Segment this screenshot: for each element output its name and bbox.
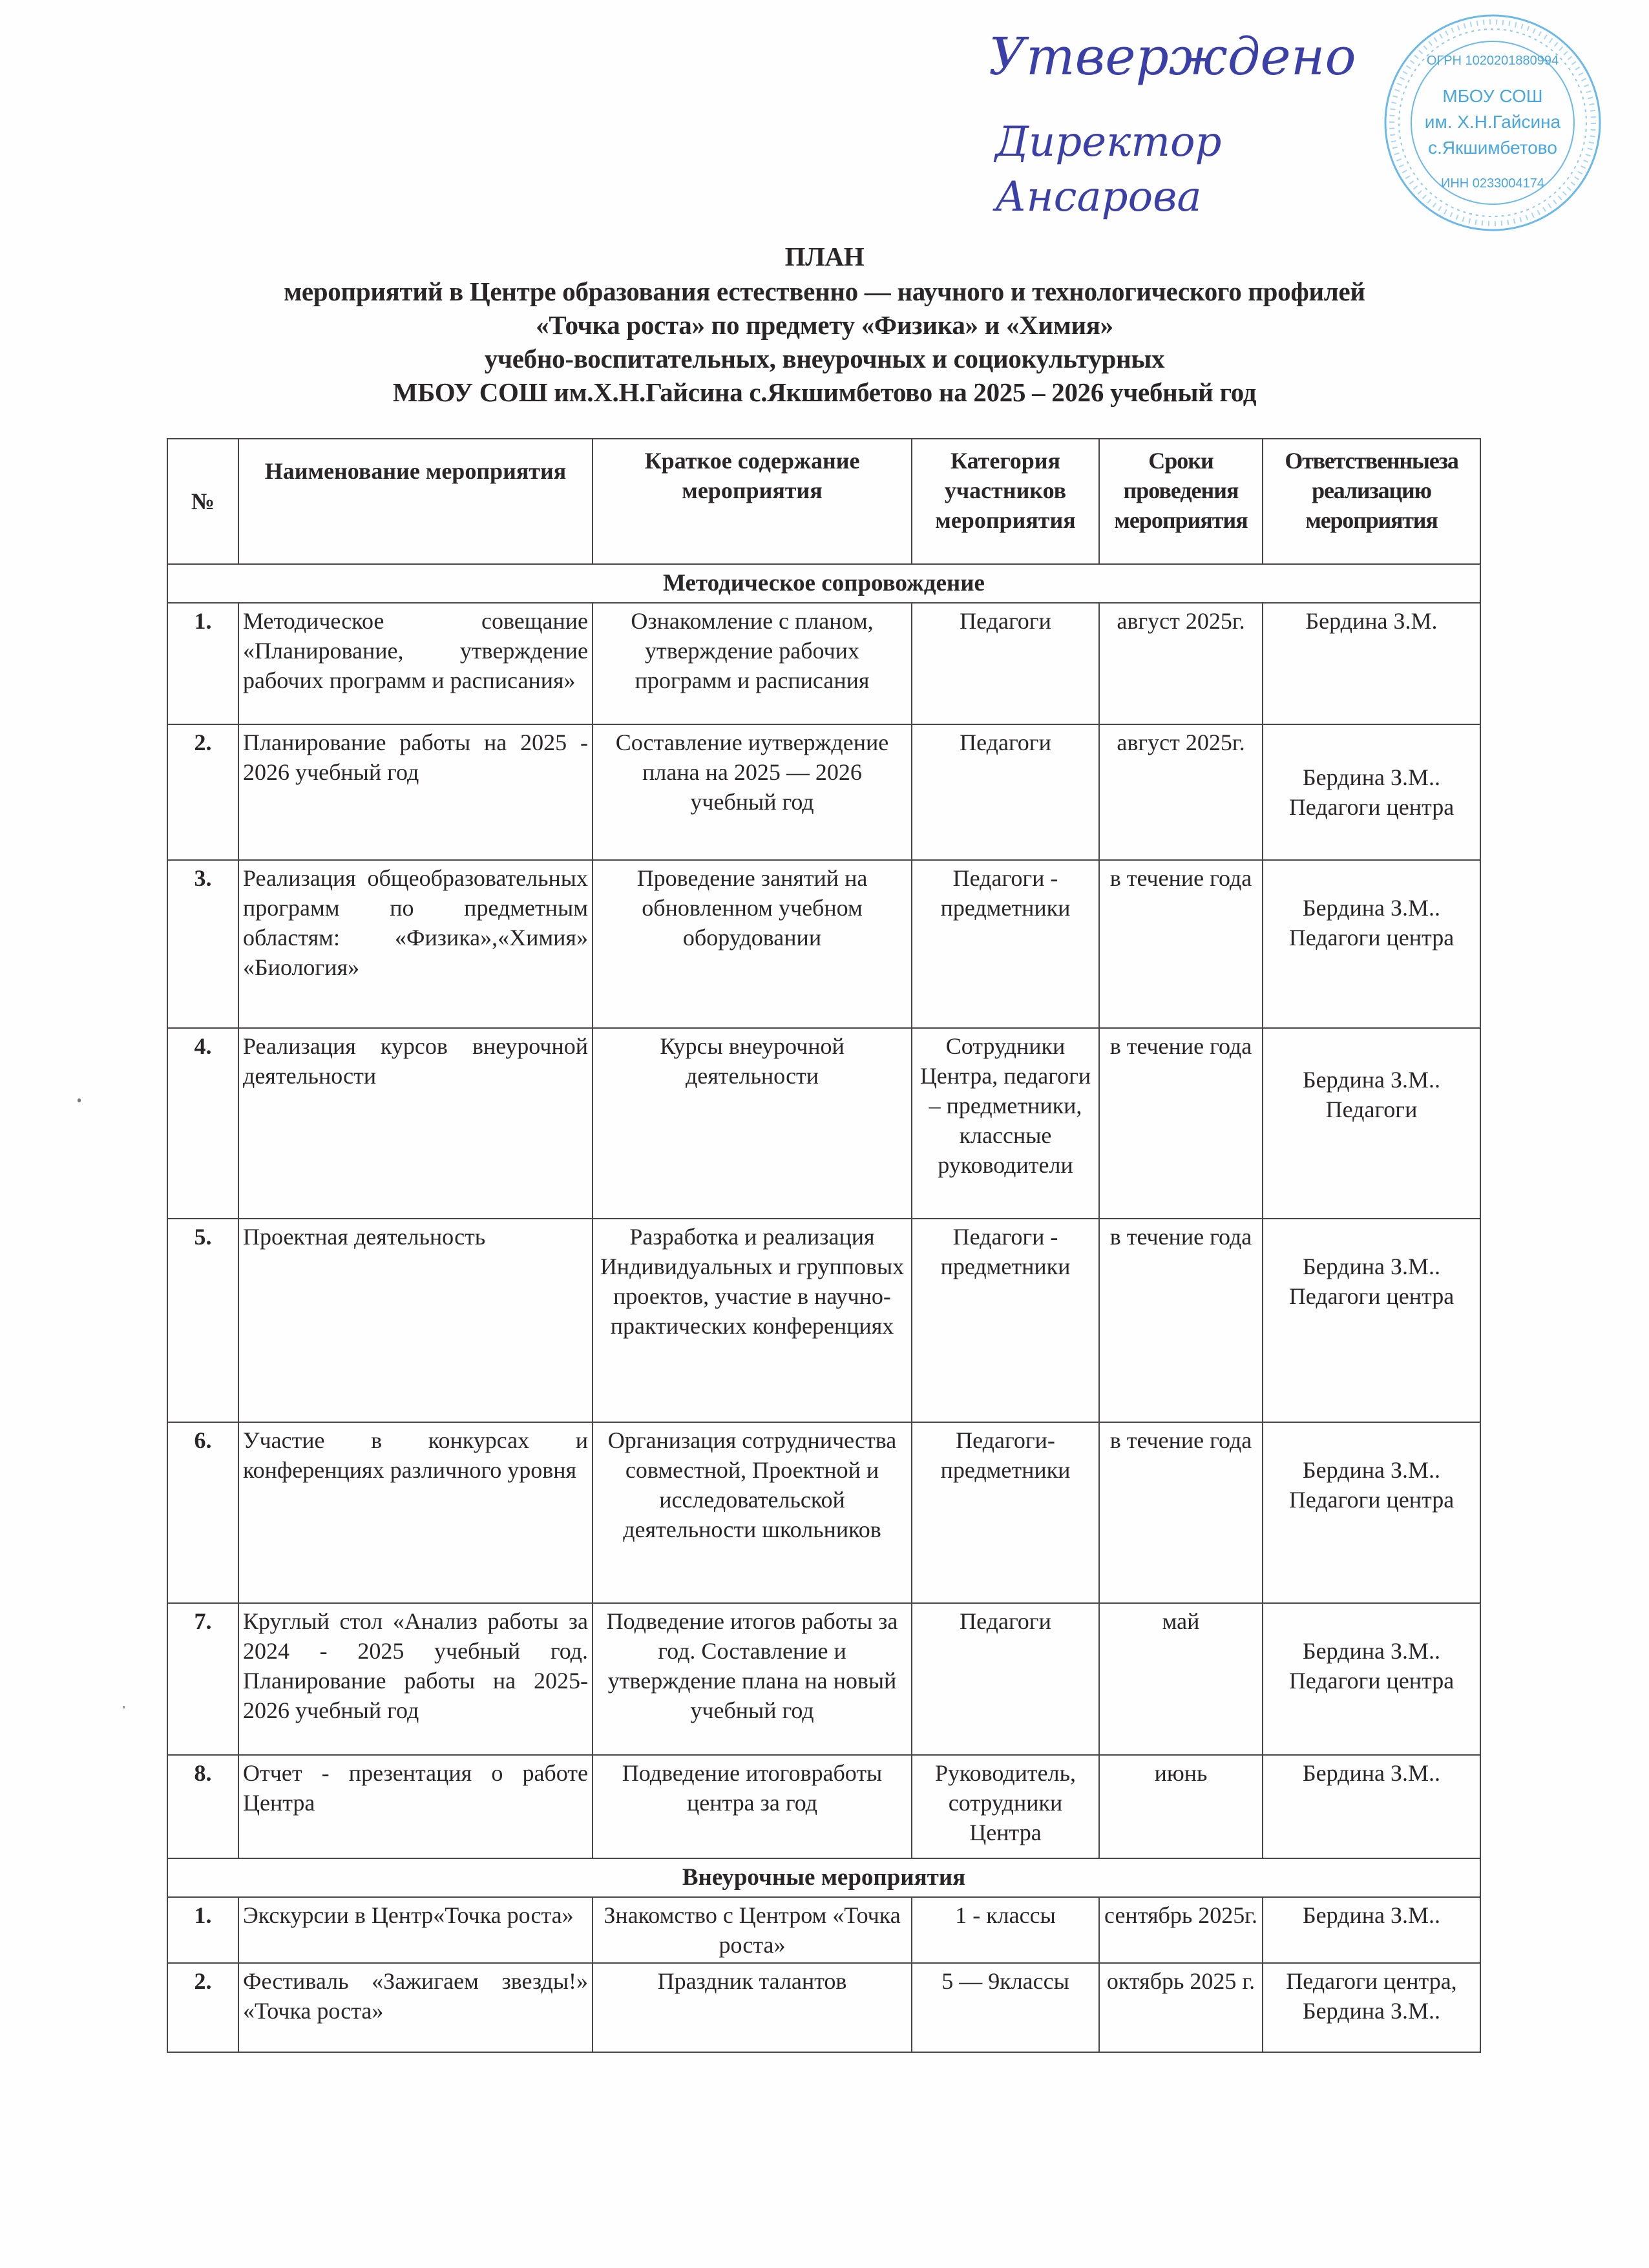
row-participants: 1 - классы — [912, 1897, 1099, 1963]
stamp-ogrn: ОГРН 1020201880994 — [1426, 54, 1559, 68]
table-row — [167, 860, 1480, 1028]
row-name: Планирование работы на 2025 - 2026 учебный год — [238, 724, 593, 860]
section-row — [167, 564, 1480, 603]
row-num: 1. — [167, 1897, 238, 1963]
header-responsible: Ответственныеза реализацию мероприятия — [1263, 439, 1480, 564]
row-num: 2. — [167, 1963, 238, 2052]
title-line2: мероприятий в Центре образования естественно — научного и технологического профилей — [284, 277, 1365, 306]
approval-signature-title: Директор — [995, 118, 1222, 166]
row-participants: Педагоги — [912, 603, 1099, 724]
row-responsible: Бердина З.М.. Педагоги — [1263, 1028, 1480, 1219]
approval-signature-line1: Утверждено — [989, 26, 1356, 87]
row-name: Проектная деятельность — [238, 1219, 593, 1422]
plan-table — [167, 438, 1481, 2053]
table-row — [167, 1897, 1480, 1963]
row-content: Составление иутверждение плана на 2025 — 2026 учебный год — [593, 724, 912, 860]
header-name: Наименование мероприятия — [238, 439, 593, 564]
row-dates: в течение года — [1099, 1028, 1263, 1219]
row-num: 8. — [167, 1755, 238, 1858]
title-line3: «Точка роста» по предмету «Физика» и «Химия» — [536, 310, 1113, 340]
row-name: Реализация общеобразовательных программ по предметным областям: «Физика»,«Химия» «Биология» — [238, 860, 593, 1028]
section-title: Внеурочные мероприятия — [167, 1858, 1480, 1897]
table-row — [167, 1755, 1480, 1858]
row-dates: июнь — [1099, 1755, 1263, 1858]
row-dates: май — [1099, 1603, 1263, 1755]
stamp-inn: ИНН 0233004174 — [1440, 176, 1545, 191]
row-name: Методическое совещание «Планирование, утверждение рабочих программ и расписания» — [238, 603, 593, 724]
table-row — [167, 724, 1480, 860]
approval-block — [969, 6, 1641, 233]
row-content: Праздник талантов — [593, 1963, 912, 2052]
row-num: 2. — [167, 724, 238, 860]
row-responsible: Бердина З.М.. Педагоги центра — [1263, 1603, 1480, 1755]
approval-signature-name: Ансарова — [995, 173, 1202, 221]
row-participants: Педагоги - предметники — [912, 1219, 1099, 1422]
row-content: Организация сотрудничества совместной, Проектной и исследовательской деятельности школьников — [593, 1422, 912, 1603]
row-content: Ознакомление с планом, утверждение рабочих программ и расписания — [593, 603, 912, 724]
table-row — [167, 1219, 1480, 1422]
row-num: 1. — [167, 603, 238, 724]
row-responsible: Бердина З.М. — [1263, 603, 1480, 724]
row-name: Реализация курсов внеурочной деятельности — [238, 1028, 593, 1219]
stamp-org-name: им. Х.Н.Гайсина — [1424, 112, 1561, 132]
row-participants: Педагоги — [912, 724, 1099, 860]
row-content: Разработка и реализация Индивидуальных и групповых проектов, участие в научно-практических конференциях — [593, 1219, 912, 1422]
row-participants: Педагоги — [912, 1603, 1099, 1755]
row-participants: Педагоги - предметники — [912, 860, 1099, 1028]
title-plan: ПЛАН — [784, 242, 865, 271]
row-participants: 5 — 9классы — [912, 1963, 1099, 2052]
row-dates: октябрь 2025 г. — [1099, 1963, 1263, 2052]
row-responsible: Бердина З.М.. — [1263, 1897, 1480, 1963]
row-content: Курсы внеурочной деятельности — [593, 1028, 912, 1219]
row-content: Проведение занятий на обновленном учебном оборудовании — [593, 860, 912, 1028]
row-responsible: Бердина З.М.. — [1263, 1755, 1480, 1858]
title-line5: МБОУ СОШ им.Х.Н.Гайсина с.Якшимбетово на 2025 – 2026 учебный год — [392, 377, 1257, 407]
row-content: Знакомство с Центром «Точка роста» — [593, 1897, 912, 1963]
table-header-row — [167, 439, 1480, 564]
row-responsible: Бердина З.М.. Педагоги центра — [1263, 1422, 1480, 1603]
table-row — [167, 1028, 1480, 1219]
row-dates: сентябрь 2025г. — [1099, 1897, 1263, 1963]
row-dates: в течение года — [1099, 1422, 1263, 1603]
table-row — [167, 1603, 1480, 1755]
row-num: 3. — [167, 860, 238, 1028]
row-participants: Сотрудники Центра, педагоги – предметники, классные руководители — [912, 1028, 1099, 1219]
row-responsible: Бердина З.М.. Педагоги центра — [1263, 724, 1480, 860]
row-name: Участие в конкурсах и конференциях различного уровня — [238, 1422, 593, 1603]
table-row — [167, 1963, 1480, 2052]
row-name: Круглый стол «Анализ работы за 2024 - 2025 учебный год. Планирование работы на 2025- 2026 учебный год — [238, 1603, 593, 1755]
row-num: 4. — [167, 1028, 238, 1219]
row-participants: Педагоги- предметники — [912, 1422, 1099, 1603]
row-dates: август 2025г. — [1099, 724, 1263, 860]
school-stamp — [1383, 13, 1602, 233]
stamp-org-abbr: МБОУ СОШ — [1442, 86, 1543, 106]
header-participants: Категория участников мероприятия — [912, 439, 1099, 564]
scan-speck — [123, 1706, 125, 1708]
row-num: 7. — [167, 1603, 238, 1755]
row-participants: Руководитель, сотрудники Центра — [912, 1755, 1099, 1858]
table-row — [167, 603, 1480, 724]
row-num: 5. — [167, 1219, 238, 1422]
row-content: Подведение итогов работы за год. Составление и утверждение плана на новый учебный год — [593, 1603, 912, 1755]
title-line4: учебно-воспитательных, внеурочных и социокультурных — [484, 344, 1165, 373]
row-dates: август 2025г. — [1099, 603, 1263, 724]
table-row — [167, 1422, 1480, 1603]
scan-speck — [78, 1098, 81, 1102]
section-row — [167, 1858, 1480, 1897]
row-content: Подведение итоговработы центра за год — [593, 1755, 912, 1858]
row-name: Фестиваль «Зажигаем звезды!» «Точка роста» — [238, 1963, 593, 2052]
section-title: Методическое сопровождение — [167, 564, 1480, 603]
header-num: № — [167, 439, 238, 564]
row-num: 6. — [167, 1422, 238, 1603]
row-responsible: Бердина З.М.. Педагоги центра — [1263, 860, 1480, 1028]
row-name: Экскурсии в Центр«Точка роста» — [238, 1897, 593, 1963]
row-responsible: Педагоги центра, Бердина З.М.. — [1263, 1963, 1480, 2052]
row-responsible: Бердина З.М.. Педагоги центра — [1263, 1219, 1480, 1422]
row-dates: в течение года — [1099, 1219, 1263, 1422]
header-dates: Сроки проведения мероприятия — [1099, 439, 1263, 564]
row-name: Отчет - презентация о работе Центра — [238, 1755, 593, 1858]
row-dates: в течение года — [1099, 860, 1263, 1028]
stamp-village: с.Якшимбетово — [1428, 138, 1557, 158]
header-content: Краткое содержание мероприятия — [593, 439, 912, 564]
